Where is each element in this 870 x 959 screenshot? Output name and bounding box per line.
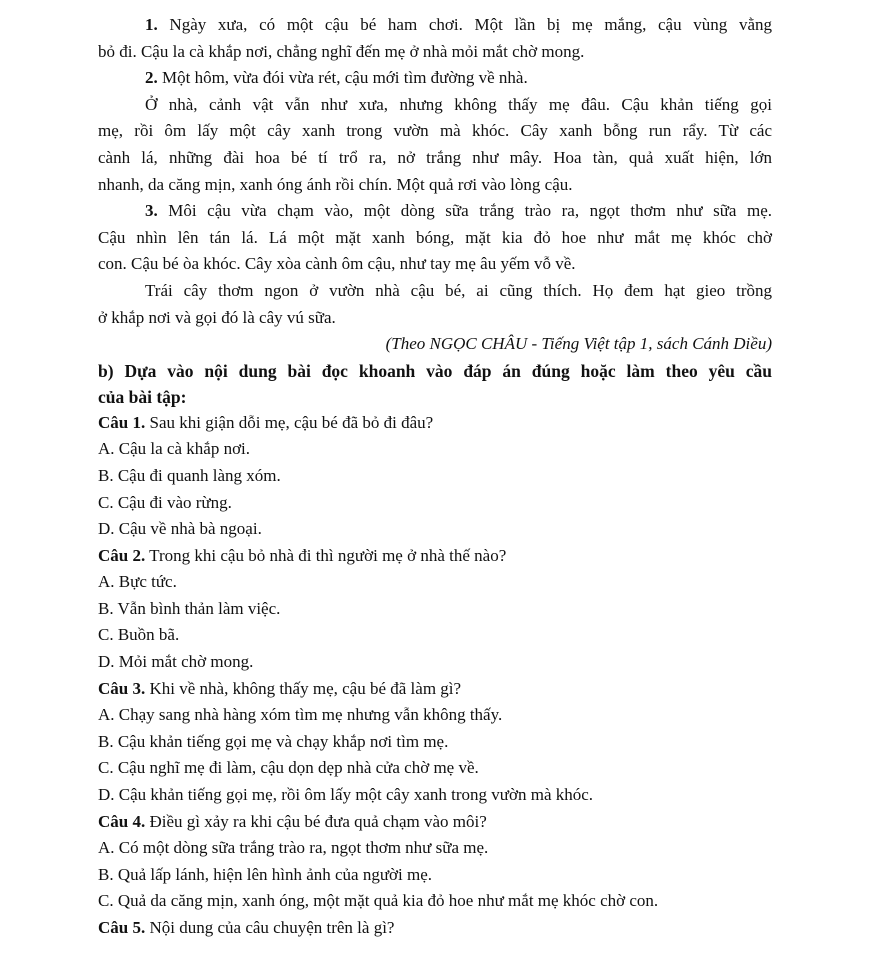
answer-option[interactable]: A. Bực tức. (98, 572, 177, 592)
question-label: Câu 5. (98, 918, 146, 937)
question-label: Câu 3. (98, 678, 146, 698)
paragraph-number: 2. (145, 68, 158, 88)
story-paragraph-4-line-1 (98, 198, 772, 225)
answer-option[interactable]: B. Cậu khản tiếng gọi mẹ và chạy khắp nơi tìm mẹ. (98, 731, 449, 751)
answer-option[interactable]: B. Quả lấp lánh, hiện lên hình ảnh của người mẹ. (98, 864, 433, 884)
answer-option[interactable]: C. Cậu nghĩ mẹ đi làm, cậu dọn dẹp nhà cửa chờ mẹ về. (98, 758, 479, 778)
question-label: Câu 1. (98, 412, 146, 432)
question-1 (98, 410, 772, 437)
story-paragraph-3-line-1: Ở nhà, cảnh vật vẫn như xưa, nhưng không thấy mẹ đâu. Cậu khản tiếng gọi (145, 94, 772, 114)
question-3 (98, 676, 772, 703)
section-b-heading-line-2: của bài tập: (98, 386, 187, 407)
story-paragraph-1-line-2: bỏ đi. Cậu la cà khắp nơi, chẳng nghĩ đến mẹ ở nhà mỏi mắt chờ mong. (98, 41, 585, 61)
story-paragraph-5-line-1: Trái cây thơm ngon ở vườn nhà cậu bé, ai cũng thích. Họ đem hạt gieo trồng (145, 280, 772, 300)
answer-option[interactable]: D. Cậu về nhà bà ngoại. (98, 519, 262, 539)
story-paragraph-3-line-4: nhanh, da căng mịn, xanh óng ánh rồi chín. Một quả rơi vào lòng cậu. (98, 174, 573, 194)
story-paragraph-3-line-2: mẹ, rồi ôm lấy một cây xanh trong vườn mà khóc. Cây xanh bỗng run rẩy. Từ các (98, 121, 772, 141)
answer-option[interactable]: A. Có một dòng sữa trắng trào ra, ngọt thơm như sữa mẹ. (98, 838, 489, 858)
story-source: (Theo NGỌC CHÂU - Tiếng Việt tập 1, sách Cánh Diều) (385, 334, 772, 354)
story-paragraph-5-line-2: ở khắp nơi và gọi đó là cây vú sữa. (98, 307, 336, 327)
paragraph-number: 1. (145, 15, 158, 34)
answer-option[interactable]: B. Vẫn bình thản làm việc. (98, 598, 281, 618)
story-paragraph-2-line-1 (98, 65, 772, 92)
question-2 (98, 543, 772, 570)
answer-option[interactable]: C. Cậu đi vào rừng. (98, 492, 232, 512)
answer-option[interactable]: A. Cậu la cà khắp nơi. (98, 439, 251, 459)
question-text: Sau khi giận dỗi mẹ, cậu bé đã bỏ đi đâu? (145, 412, 434, 432)
question-label: Câu 2. (98, 545, 146, 565)
paragraph-text: Một hôm, vừa đói vừa rét, cậu mới tìm đường về nhà. (162, 68, 528, 88)
section-b-heading-line-1: b) Dựa vào nội dung bài đọc khoanh vào đáp án đúng hoặc làm theo yêu cầu (98, 360, 772, 381)
story-paragraph-1-line-1 (98, 12, 772, 39)
question-list (98, 410, 772, 942)
question-4 (98, 809, 772, 836)
story-paragraph-3-line-3: cành lá, những đài hoa bé tí trổ ra, nở trắng như mây. Hoa tàn, quả xuất hiện, lớn (98, 147, 772, 167)
answer-option[interactable]: A. Chạy sang nhà hàng xóm tìm mẹ nhưng vẫn không thấy. (98, 705, 503, 725)
paragraph-text: Môi cậu vừa chạm vào, một dòng sữa trắng trào ra, ngọt thơm như sữa mẹ. (168, 201, 773, 221)
paragraph-number: 3. (145, 201, 158, 221)
answer-option[interactable]: D. Mỏi mắt chờ mong. (98, 652, 254, 672)
answer-option[interactable]: C. Quả da căng mịn, xanh óng, một mặt quả kia đỏ hoe như mắt mẹ khóc chờ con. (98, 891, 659, 911)
question-text: Điều gì xảy ra khi cậu bé đưa quả chạm vào môi? (145, 811, 487, 831)
question-text: Trong khi cậu bỏ nhà đi thì người mẹ ở nhà thế nào? (145, 545, 507, 565)
answer-option[interactable]: D. Cậu khản tiếng gọi mẹ, rồi ôm lấy một cây xanh trong vườn mà khóc. (98, 785, 594, 805)
answer-option[interactable]: B. Cậu đi quanh làng xóm. (98, 465, 281, 485)
answer-option[interactable]: C. Buồn bã. (98, 625, 180, 645)
story-paragraph-4-line-3: con. Cậu bé òa khóc. Cây xòa cành ôm cậu, như tay mẹ âu yếm vỗ về. (98, 254, 576, 274)
paragraph-text: Ngày xưa, có một cậu bé ham chơi. Một lần bị mẹ mắng, cậu vùng vằng (169, 15, 772, 34)
question-5 (98, 915, 772, 942)
question-label: Câu 4. (98, 811, 146, 831)
story-paragraph-4-line-2: Cậu nhìn lên tán lá. Lá một mặt xanh bóng, mặt kia đỏ hoe như mắt mẹ khóc chờ (98, 227, 772, 247)
question-text: Khi về nhà, không thấy mẹ, cậu bé đã làm gì? (145, 678, 462, 698)
question-text: Nội dung của câu chuyện trên là gì? (145, 918, 395, 937)
